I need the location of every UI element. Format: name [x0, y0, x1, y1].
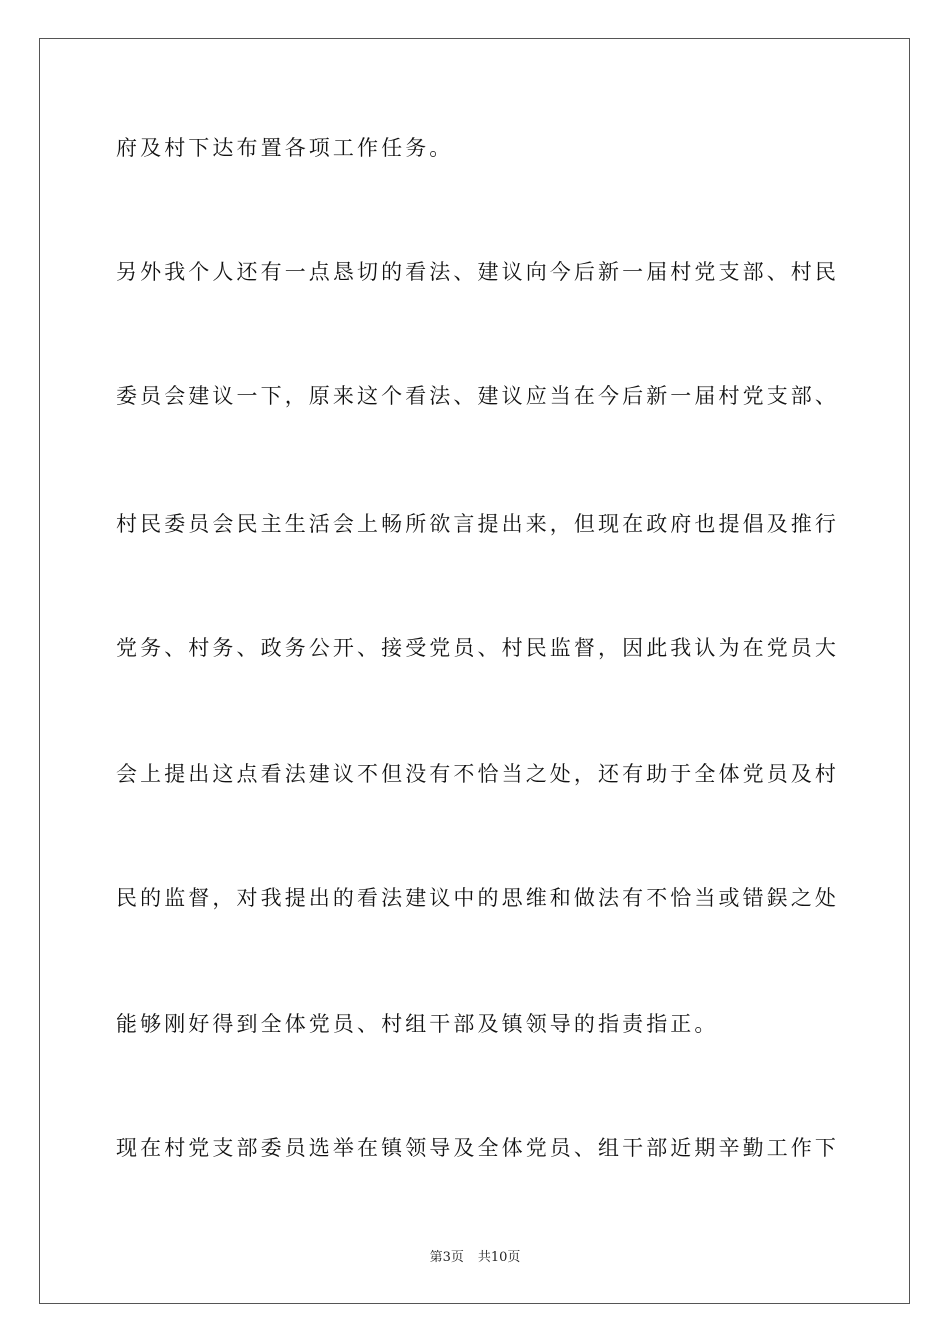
body-text-line: 会上提出这点看法建议不但没有不恰当之处，还有助于全体党员及村 [116, 762, 839, 786]
body-text-line: 能够刚好得到全体党员、村组干部及镇领导的指责指正。 [116, 1012, 719, 1036]
body-text-line: 民的监督，对我提出的看法建议中的思维和做法有不恰当或错鋘之处 [116, 886, 839, 910]
body-text-line: 党务、村务、政务公开、接受党员、村民监督，因此我认为在党员大 [116, 636, 839, 660]
body-text-line: 府及村下达布置各项工作任务。 [116, 136, 454, 160]
body-text-line: 村民委员会民主生活会上畅所欲言提出来，但现在政府也提倡及推行 [116, 512, 839, 536]
page-footer [0, 1246, 950, 1265]
page-total: 共10页 [477, 1250, 521, 1265]
page-border [39, 38, 910, 1304]
body-text-line: 现在村党支部委员选举在镇领导及全体党员、组干部近期辛勤工作下 [116, 1136, 839, 1160]
body-text-line: 委员会建议一下，原来这个看法、建议应当在今后新一届村党支部、 [116, 384, 839, 408]
page-number: 第3页 [429, 1250, 464, 1265]
body-text-line: 另外我个人还有一点恳切的看法、建议向今后新一届村党支部、村民 [116, 260, 839, 284]
